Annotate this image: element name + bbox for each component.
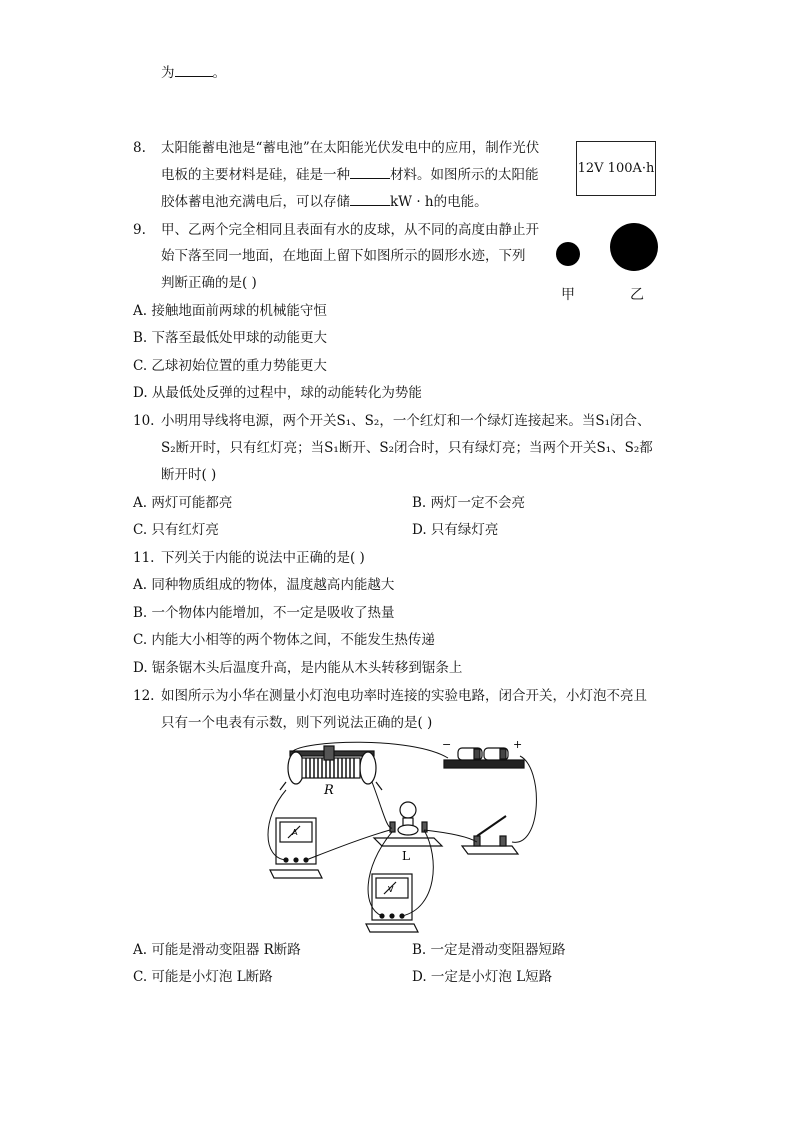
answer-blank — [175, 62, 213, 77]
question-number-11: 11. — [133, 550, 155, 566]
ball-a-label: 甲 — [561, 287, 575, 303]
q11-option-c: C. 内能大小相等的两个物体之间，不能发生热传递 — [133, 632, 435, 648]
q10-line-2: S₂断开时，只有红灯亮；当S₁断开、S₂闭合时，只有绿灯亮；当两个开关S₁、S₂都 — [161, 440, 653, 456]
q9-line-3: 判断正确的是( ) — [161, 275, 257, 291]
q12-option-c: C. 可能是小灯泡 L断路 — [133, 969, 273, 985]
q12-line-2: 只有一个电表有示数，则下列说法正确的是( ) — [161, 715, 433, 731]
water-mark-ball-b — [610, 223, 658, 271]
rheostat-label: R — [324, 783, 334, 798]
q10-option-c: C. 只有红灯亮 — [133, 522, 219, 538]
q10-line-1: 小明用导线将电源，两个开关S₁、S₂，一个红灯和一个绿灯连接起来。当S₁闭合、 — [161, 413, 651, 429]
switch — [462, 816, 518, 854]
carryover-line: 为 。 — [161, 62, 226, 82]
question-number-8: 8. — [133, 140, 146, 156]
ball-b-label: 乙 — [630, 287, 644, 303]
voltmeter — [366, 874, 418, 932]
q11-option-b: B. 一个物体内能增加，不一定是吸收了热量 — [133, 605, 395, 621]
circuit-diagram — [262, 738, 544, 936]
voltmeter-label: V — [388, 885, 394, 894]
q10-option-b: B. 两灯一定不会亮 — [412, 495, 526, 511]
q11-option-a: A. 同种物质组成的物体，温度越高内能越大 — [133, 577, 395, 593]
q11-line-1: 下列关于内能的说法中正确的是( ) — [161, 550, 365, 566]
q8-line-3: 胶体蓄电池充满电后，可以存储 kW · h的电能。 — [161, 191, 488, 211]
q9-option-c: C. 乙球初始位置的重力势能更大 — [133, 358, 327, 374]
ammeter — [270, 818, 322, 878]
lamp-board — [374, 802, 442, 846]
battery-pack — [444, 748, 524, 768]
q8-line-2: 电板的主要材料是硅，硅是一种 材料。如图所示的太阳能 — [161, 164, 539, 184]
q12-line-1: 如图所示为小华在测量小灯泡电功率时连接的实验电路，闭合开关，小灯泡不亮且 — [161, 688, 647, 704]
q9-option-d: D. 从最低处反弹的过程中，球的动能转化为势能 — [133, 385, 422, 401]
ammeter-label: A — [292, 828, 298, 837]
answer-blank — [350, 164, 390, 179]
water-mark-ball-a — [556, 242, 580, 266]
battery-plus-label: + — [513, 738, 523, 751]
question-number-9: 9. — [133, 222, 146, 238]
battery-label-box: 12V 100A·h — [576, 141, 656, 196]
q12-option-a: A. 可能是滑动变阻器 R断路 — [133, 942, 301, 958]
q9-option-b: B. 下落至最低处甲球的动能更大 — [133, 330, 328, 346]
q12-option-b: B. 一定是滑动变阻器短路 — [412, 942, 566, 958]
q10-option-d: D. 只有绿灯亮 — [412, 522, 499, 538]
q8-line-1: 太阳能蓄电池是“蓄电池”在太阳能光伏发电中的应用，制作光伏 — [161, 140, 540, 156]
q9-line-1: 甲、乙两个完全相同且表面有水的皮球，从不同的高度由静止开 — [161, 222, 539, 238]
q10-line-3: 断开时( ) — [161, 467, 217, 483]
battery-minus-label: − — [442, 738, 452, 751]
q11-option-d: D. 锯条锯木头后温度升高，是内能从木头转移到锯条上 — [133, 660, 463, 676]
question-number-12: 12. — [133, 688, 155, 704]
q12-option-d: D. 一定是小灯泡 L短路 — [412, 969, 553, 985]
q9-line-2: 始下落至同一地面，在地面上留下如图所示的圆形水迹，下列 — [161, 248, 526, 264]
lamp-label: L — [402, 849, 410, 863]
q9-option-a: A. 接触地面前两球的机械能守恒 — [133, 303, 327, 319]
question-number-10: 10. — [133, 413, 155, 429]
answer-blank — [350, 191, 390, 206]
q10-option-a: A. 两灯可能都亮 — [133, 495, 233, 511]
